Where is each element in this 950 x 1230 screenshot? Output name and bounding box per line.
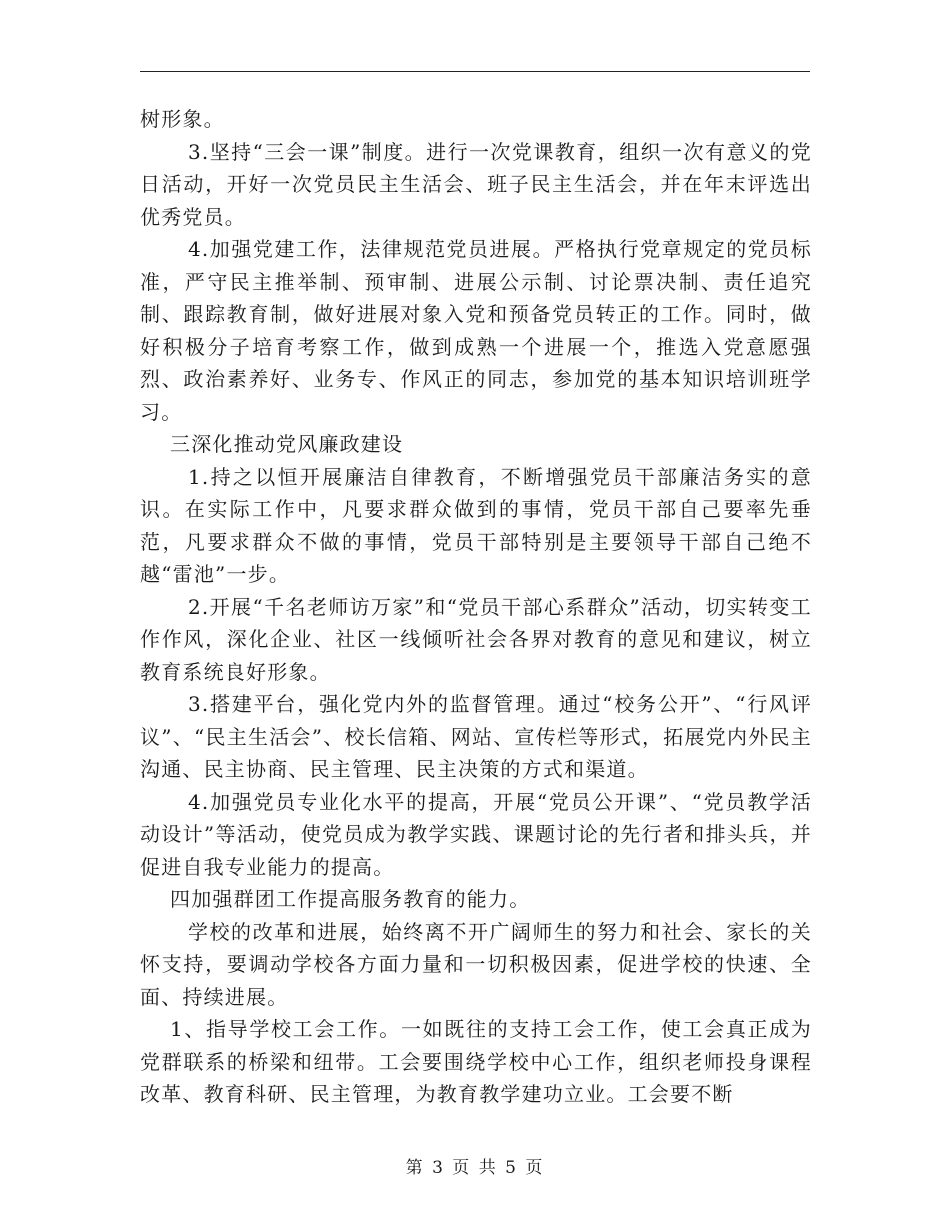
header-rule — [140, 71, 810, 72]
paragraph: 4.加强党员专业化水平的提高，开展“党员公开课”、“党员教学活动设计”等活动，使党员成为教学实践、课题讨论的先行者和排头兵，并促进自我专业能力的提高。 — [140, 789, 812, 879]
paragraph: 树形象。 — [140, 107, 225, 131]
paragraph: 3.坚持“三会一课”制度。进行一次党课教育，组织一次有意义的党日活动，开好一次党员民主生活会、班子民主生活会，并在年末评选出优秀党员。 — [140, 139, 812, 229]
page-number-footer: 第 3 页 共 5 页 — [405, 1158, 545, 1178]
section-heading: 四加强群团工作提高服务教育的能力。 — [170, 887, 531, 911]
paragraph: 3.搭建平台，强化党内外的监督管理。通过“校务公开”、“行风评议”、“民主生活会”、校长信箱、网站、宣传栏等形式，拓展党内外民主沟通、民主协商、民主管理、民主决策的方式和渠道。 — [140, 692, 812, 781]
paragraph: 学校的改革和进展，始终离不开广阔师生的努力和社会、家长的关怀支持，要调动学校各方面力量和一切积极因素，促进学校的快速、全面、持续进展。 — [140, 919, 812, 1009]
document-body — [140, 103, 812, 1111]
paragraph: 4.加强党建工作，法律规范党员进展。严格执行党章规定的党员标准，严守民主推举制、预审制、进展公示制、讨论票决制、责任追究制、跟踪教育制，做好进展对象入党和预备党员转正的工作。同时，做好积极分子培育考察工作，做到成熟一个进展一个，推选入党意愿强烈、政治素养好、业务专、作风正的同志，参加党的基本知识培训班学习。 — [140, 237, 812, 424]
paragraph: 1.持之以恒开展廉洁自律教育，不断增强党员干部廉洁务实的意识。在实际工作中，凡要求群众做到的事情，党员干部自己要率先垂范，凡要求群众不做的事情，党员干部特别是主要领导干部自己绝不越“雷池”一步。 — [140, 464, 812, 586]
section-heading: 三深化推动党风廉政建设 — [170, 432, 404, 456]
paragraph: 1、指导学校工会工作。一如既往的支持工会工作，使工会真正成为党群联系的桥梁和纽带。工会要围绕学校中心工作，组织老师投身课程改革、教育科研、民主管理，为教育教学建功立业。工会要不断 — [140, 1017, 812, 1106]
paragraph: 2.开展“千名老师访万家”和“党员干部心系群众”活动，切实转变工作作风，深化企业、社区一线倾听社会各界对教育的意见和建议，树立教育系统良好形象。 — [140, 594, 812, 684]
